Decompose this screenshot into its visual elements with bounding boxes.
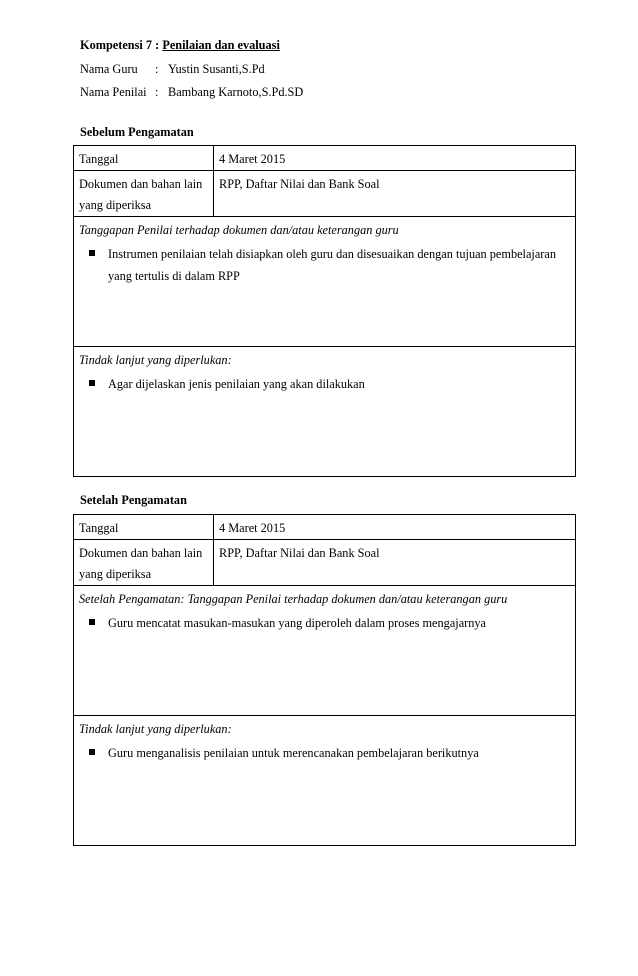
sebelum-tanggal-label: Tanggal [74, 146, 214, 171]
sebelum-table [73, 145, 576, 477]
sebelum-tindak-cell [74, 347, 576, 477]
setelah-tanggal-row [74, 515, 576, 540]
setelah-dokumen-value: RPP, Daftar Nilai dan Bank Soal [214, 540, 576, 586]
setelah-table [73, 514, 576, 846]
nama-guru-label: Nama Guru [80, 62, 138, 76]
sebelum-tanggapan-text: Instrumen penilaian telah disiapkan oleh guru dan disesuaikan dengan tujuan pembelajaran yang tertulis di dalam RPP [108, 247, 557, 283]
setelah-dokumen-label: Dokumen dan bahan lain yang diperiksa [74, 540, 214, 586]
sebelum-tanggapan-heading: Tanggapan Penilai terhadap dokumen dan/atau keterangan guru [79, 223, 399, 237]
sebelum-tindak-row [74, 347, 576, 477]
bullet-square-icon [89, 619, 95, 625]
setelah-tanggapan-item [79, 612, 570, 634]
setelah-tanggapan-text: Guru mencatat masukan-masukan yang diperoleh dalam proses mengajarnya [108, 616, 486, 630]
kompetensi-label: Kompetensi 7 : [80, 38, 163, 52]
sebelum-tanggapan-item [79, 243, 570, 287]
setelah-tanggal-label: Tanggal [74, 515, 214, 540]
nama-penilai-label: Nama Penilai [80, 85, 147, 99]
setelah-tanggal-value: 4 Maret 2015 [214, 515, 576, 540]
sebelum-tanggapan-cell [74, 217, 576, 347]
setelah-tanggapan-row [74, 586, 576, 716]
kompetensi-line [80, 38, 280, 53]
sebelum-tanggal-row [74, 146, 576, 171]
sebelum-dokumen-label: Dokumen dan bahan lain yang diperiksa [74, 171, 214, 217]
sebelum-tindak-heading: Tindak lanjut yang diperlukan: [79, 353, 232, 367]
setelah-tindak-heading: Tindak lanjut yang diperlukan: [79, 722, 232, 736]
sebelum-dokumen-value: RPP, Daftar Nilai dan Bank Soal [214, 171, 576, 217]
setelah-tanggapan-cell [74, 586, 576, 716]
setelah-tindak-cell [74, 716, 576, 846]
setelah-section-title: Setelah Pengamatan [80, 493, 187, 507]
bullet-square-icon [89, 749, 95, 755]
nama-guru-separator: : [155, 62, 159, 76]
sebelum-tanggapan-row [74, 217, 576, 347]
nama-guru-value: Yustin Susanti,S.Pd [168, 62, 265, 76]
sebelum-dokumen-row [74, 171, 576, 217]
sebelum-tindak-item [79, 373, 570, 395]
nama-penilai-value: Bambang Karnoto,S.Pd.SD [168, 85, 304, 99]
bullet-square-icon [89, 380, 95, 386]
sebelum-section-title: Sebelum Pengamatan [80, 125, 194, 139]
sebelum-tanggal-value: 4 Maret 2015 [214, 146, 576, 171]
sebelum-tindak-text: Agar dijelaskan jenis penilaian yang akan dilakukan [108, 377, 365, 391]
bullet-square-icon [89, 250, 95, 256]
setelah-tindak-item [79, 742, 570, 764]
setelah-dokumen-row [74, 540, 576, 586]
nama-penilai-separator: : [155, 85, 159, 99]
setelah-tindak-row [74, 716, 576, 846]
setelah-tanggapan-heading: Setelah Pengamatan: Tanggapan Penilai terhadap dokumen dan/atau keterangan guru [79, 592, 508, 606]
kompetensi-value: Penilaian dan evaluasi [162, 38, 280, 52]
setelah-tindak-text: Guru menganalisis penilaian untuk merencanakan pembelajaran berikutnya [108, 746, 479, 760]
